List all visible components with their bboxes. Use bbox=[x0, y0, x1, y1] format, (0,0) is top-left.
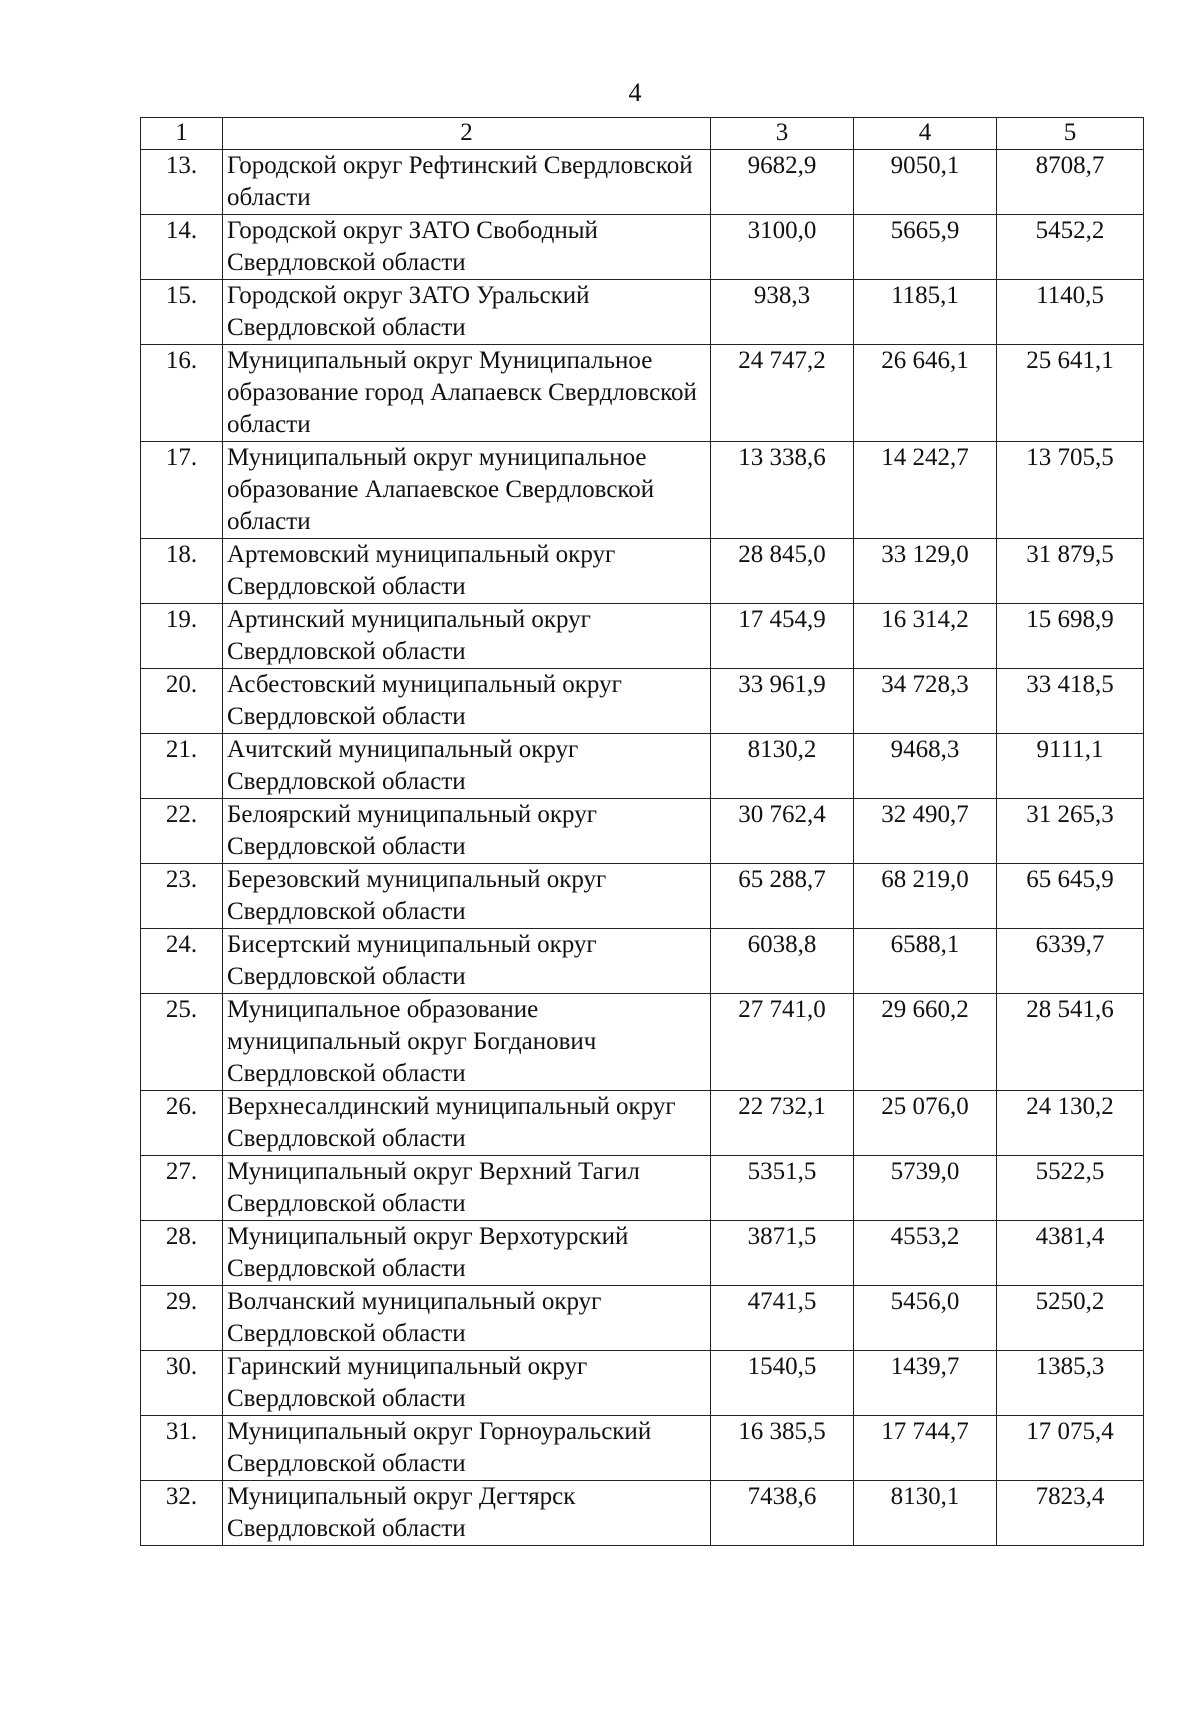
value-column-3: 5351,5 bbox=[711, 1156, 854, 1221]
table-row bbox=[141, 604, 1144, 669]
header-row bbox=[141, 118, 1144, 150]
municipality-name: Бисертский муниципальный округ Свердловской области bbox=[223, 929, 711, 994]
value-column-5: 24 130,2 bbox=[997, 1091, 1144, 1156]
table-row bbox=[141, 1351, 1144, 1416]
table-row bbox=[141, 734, 1144, 799]
table-row bbox=[141, 215, 1144, 280]
table-row bbox=[141, 669, 1144, 734]
value-column-4: 9468,3 bbox=[854, 734, 997, 799]
value-column-3: 27 741,0 bbox=[711, 994, 854, 1091]
value-column-4: 5739,0 bbox=[854, 1156, 997, 1221]
value-column-4: 9050,1 bbox=[854, 150, 997, 215]
value-column-5: 8708,7 bbox=[997, 150, 1144, 215]
row-number: 22. bbox=[141, 799, 223, 864]
municipality-name: Муниципальный округ Верхотурский Свердловской области bbox=[223, 1221, 711, 1286]
column-header-3: 3 bbox=[711, 118, 854, 150]
municipality-name: Асбестовский муниципальный округ Свердловской области bbox=[223, 669, 711, 734]
value-column-3: 16 385,5 bbox=[711, 1416, 854, 1481]
value-column-5: 13 705,5 bbox=[997, 442, 1144, 539]
table-row bbox=[141, 929, 1144, 994]
municipality-name: Верхнесалдинский муниципальный округ Свердловской области bbox=[223, 1091, 711, 1156]
table-row bbox=[141, 345, 1144, 442]
municipality-name: Артинский муниципальный округ Свердловской области bbox=[223, 604, 711, 669]
municipality-name: Артемовский муниципальный округ Свердловской области bbox=[223, 539, 711, 604]
value-column-3: 33 961,9 bbox=[711, 669, 854, 734]
value-column-4: 29 660,2 bbox=[854, 994, 997, 1091]
row-number: 24. bbox=[141, 929, 223, 994]
value-column-3: 13 338,6 bbox=[711, 442, 854, 539]
value-column-4: 25 076,0 bbox=[854, 1091, 997, 1156]
row-number: 28. bbox=[141, 1221, 223, 1286]
municipality-name: Муниципальный округ Муниципальное образование город Алапаевск Свердловской области bbox=[223, 345, 711, 442]
value-column-4: 1185,1 bbox=[854, 280, 997, 345]
value-column-5: 1385,3 bbox=[997, 1351, 1144, 1416]
value-column-3: 28 845,0 bbox=[711, 539, 854, 604]
table-row bbox=[141, 442, 1144, 539]
value-column-4: 34 728,3 bbox=[854, 669, 997, 734]
table-row bbox=[141, 1091, 1144, 1156]
municipality-name: Муниципальный округ муниципальное образование Алапаевское Свердловской области bbox=[223, 442, 711, 539]
municipality-name: Гаринский муниципальный округ Свердловской области bbox=[223, 1351, 711, 1416]
row-number: 15. bbox=[141, 280, 223, 345]
value-column-5: 9111,1 bbox=[997, 734, 1144, 799]
value-column-4: 1439,7 bbox=[854, 1351, 997, 1416]
value-column-4: 5456,0 bbox=[854, 1286, 997, 1351]
municipality-name: Муниципальный округ Горноуральский Свердловской области bbox=[223, 1416, 711, 1481]
value-column-4: 17 744,7 bbox=[854, 1416, 997, 1481]
column-header-5: 5 bbox=[997, 118, 1144, 150]
value-column-5: 17 075,4 bbox=[997, 1416, 1144, 1481]
value-column-3: 3871,5 bbox=[711, 1221, 854, 1286]
value-column-4: 26 646,1 bbox=[854, 345, 997, 442]
row-number: 25. bbox=[141, 994, 223, 1091]
value-column-4: 8130,1 bbox=[854, 1481, 997, 1546]
municipality-name: Городской округ Рефтинский Свердловской области bbox=[223, 150, 711, 215]
table-header bbox=[141, 118, 1144, 150]
row-number: 18. bbox=[141, 539, 223, 604]
value-column-3: 9682,9 bbox=[711, 150, 854, 215]
value-column-4: 68 219,0 bbox=[854, 864, 997, 929]
row-number: 19. bbox=[141, 604, 223, 669]
value-column-5: 5452,2 bbox=[997, 215, 1144, 280]
municipality-name: Городской округ ЗАТО Уральский Свердловской области bbox=[223, 280, 711, 345]
table-row bbox=[141, 799, 1144, 864]
value-column-5: 5250,2 bbox=[997, 1286, 1144, 1351]
row-number: 30. bbox=[141, 1351, 223, 1416]
municipality-name: Березовский муниципальный округ Свердловской области bbox=[223, 864, 711, 929]
municipality-name: Муниципальное образование муниципальный округ Богданович Свердловской области bbox=[223, 994, 711, 1091]
value-column-5: 1140,5 bbox=[997, 280, 1144, 345]
table-row bbox=[141, 1156, 1144, 1221]
value-column-3: 8130,2 bbox=[711, 734, 854, 799]
column-header-1: 1 bbox=[141, 118, 223, 150]
row-number: 13. bbox=[141, 150, 223, 215]
value-column-5: 7823,4 bbox=[997, 1481, 1144, 1546]
value-column-5: 4381,4 bbox=[997, 1221, 1144, 1286]
municipality-name: Белоярский муниципальный округ Свердловской области bbox=[223, 799, 711, 864]
table-row bbox=[141, 1481, 1144, 1546]
value-column-4: 16 314,2 bbox=[854, 604, 997, 669]
row-number: 23. bbox=[141, 864, 223, 929]
municipality-name: Волчанский муниципальный округ Свердловской области bbox=[223, 1286, 711, 1351]
table-row bbox=[141, 539, 1144, 604]
value-column-5: 25 641,1 bbox=[997, 345, 1144, 442]
row-number: 14. bbox=[141, 215, 223, 280]
row-number: 20. bbox=[141, 669, 223, 734]
row-number: 26. bbox=[141, 1091, 223, 1156]
municipality-name: Муниципальный округ Дегтярск Свердловской области bbox=[223, 1481, 711, 1546]
page-number: 4 bbox=[628, 78, 642, 107]
value-column-4: 14 242,7 bbox=[854, 442, 997, 539]
table-row bbox=[141, 1416, 1144, 1481]
row-number: 21. bbox=[141, 734, 223, 799]
value-column-4: 32 490,7 bbox=[854, 799, 997, 864]
value-column-3: 65 288,7 bbox=[711, 864, 854, 929]
value-column-5: 31 879,5 bbox=[997, 539, 1144, 604]
municipality-name: Ачитский муниципальный округ Свердловской области bbox=[223, 734, 711, 799]
value-column-5: 15 698,9 bbox=[997, 604, 1144, 669]
value-column-3: 3100,0 bbox=[711, 215, 854, 280]
table-row bbox=[141, 150, 1144, 215]
value-column-4: 33 129,0 bbox=[854, 539, 997, 604]
value-column-3: 22 732,1 bbox=[711, 1091, 854, 1156]
row-number: 17. bbox=[141, 442, 223, 539]
table-row bbox=[141, 1286, 1144, 1351]
table-row bbox=[141, 994, 1144, 1091]
row-number: 27. bbox=[141, 1156, 223, 1221]
value-column-4: 6588,1 bbox=[854, 929, 997, 994]
value-column-3: 1540,5 bbox=[711, 1351, 854, 1416]
value-column-3: 7438,6 bbox=[711, 1481, 854, 1546]
value-column-4: 5665,9 bbox=[854, 215, 997, 280]
table-row bbox=[141, 280, 1144, 345]
value-column-3: 938,3 bbox=[711, 280, 854, 345]
value-column-3: 24 747,2 bbox=[711, 345, 854, 442]
table-body bbox=[141, 150, 1144, 1546]
value-column-5: 5522,5 bbox=[997, 1156, 1144, 1221]
budget-table bbox=[140, 117, 1144, 1546]
value-column-5: 6339,7 bbox=[997, 929, 1144, 994]
value-column-5: 28 541,6 bbox=[997, 994, 1144, 1091]
table-row bbox=[141, 864, 1144, 929]
value-column-5: 31 265,3 bbox=[997, 799, 1144, 864]
column-header-2: 2 bbox=[223, 118, 711, 150]
value-column-3: 6038,8 bbox=[711, 929, 854, 994]
value-column-4: 4553,2 bbox=[854, 1221, 997, 1286]
row-number: 31. bbox=[141, 1416, 223, 1481]
municipality-name: Муниципальный округ Верхний Тагил Свердловской области bbox=[223, 1156, 711, 1221]
value-column-3: 4741,5 bbox=[711, 1286, 854, 1351]
value-column-3: 17 454,9 bbox=[711, 604, 854, 669]
value-column-3: 30 762,4 bbox=[711, 799, 854, 864]
table-row bbox=[141, 1221, 1144, 1286]
value-column-5: 65 645,9 bbox=[997, 864, 1144, 929]
municipality-name: Городской округ ЗАТО Свободный Свердловской области bbox=[223, 215, 711, 280]
row-number: 32. bbox=[141, 1481, 223, 1546]
row-number: 29. bbox=[141, 1286, 223, 1351]
column-header-4: 4 bbox=[854, 118, 997, 150]
row-number: 16. bbox=[141, 345, 223, 442]
value-column-5: 33 418,5 bbox=[997, 669, 1144, 734]
